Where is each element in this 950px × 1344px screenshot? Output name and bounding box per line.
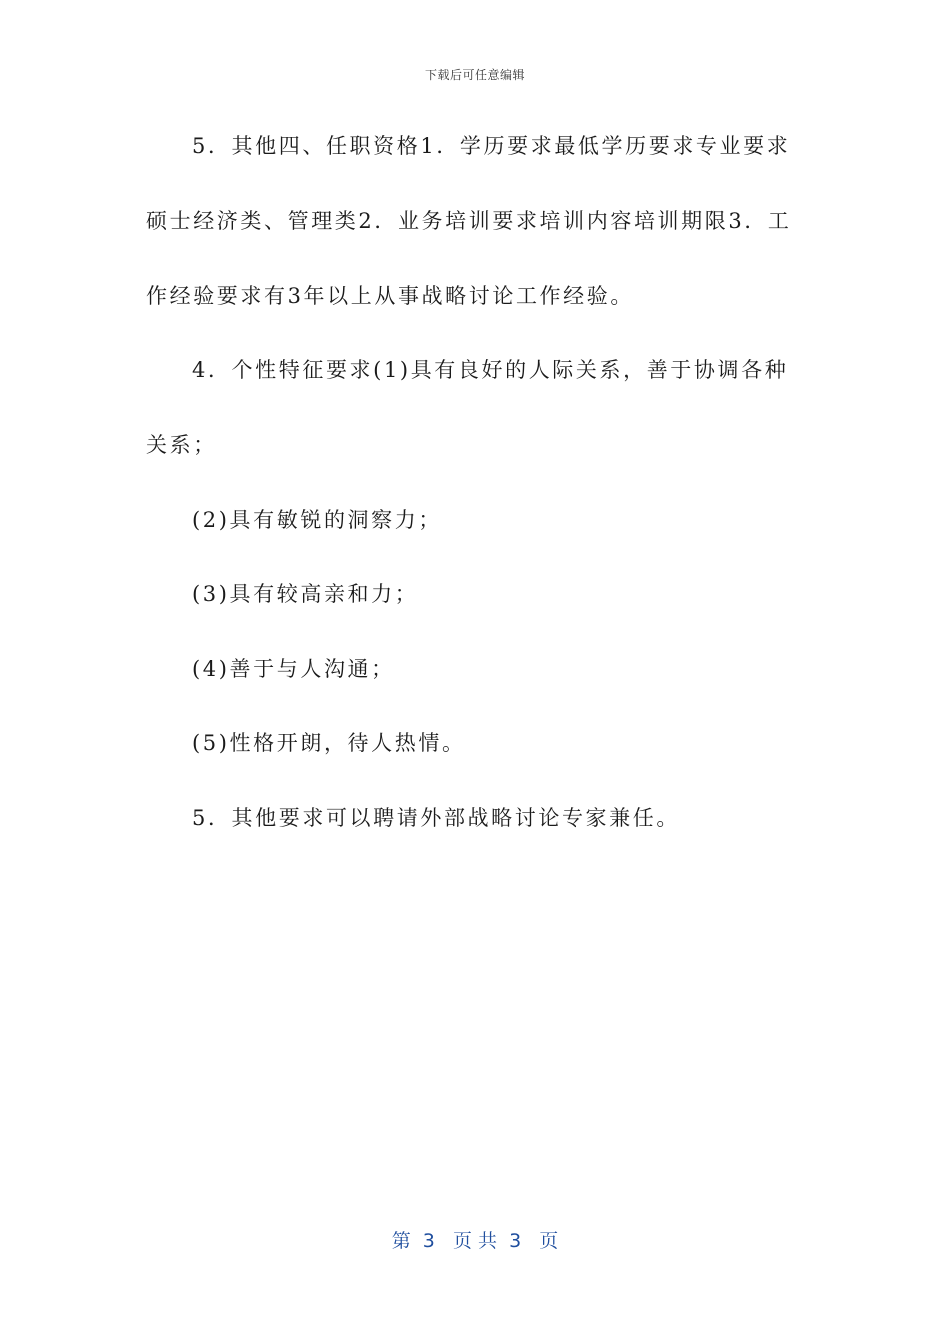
page-number-footer: 第 3 页 共 3 页	[391, 1230, 559, 1252]
paragraph-line: 5．其他要求可以聘请外部战略讨论专家兼任。	[192, 806, 680, 830]
paragraph-line: 关系；	[146, 433, 217, 457]
paragraph-line: (2)具有敏锐的洞察力；	[192, 508, 442, 532]
paragraph-line: 4．个性特征要求(1)具有良好的人际关系，善于协调各种	[192, 358, 789, 382]
header-note: 下载后可任意编辑	[424, 68, 525, 82]
paragraph-line: 5．其他四、任职资格1．学历要求最低学历要求专业要求	[192, 134, 791, 158]
paragraph-line: (5)性格开朗，待人热情。	[192, 731, 466, 755]
paragraph-line: (4)善于与人沟通；	[192, 657, 395, 681]
paragraph-line: (3)具有较高亲和力；	[192, 582, 419, 606]
paragraph-line: 作经验要求有3年以上从事战略讨论工作经验。	[146, 284, 634, 308]
paragraph-line: 硕士经济类、管理类2．业务培训要求培训内容培训期限3．工	[146, 209, 792, 233]
